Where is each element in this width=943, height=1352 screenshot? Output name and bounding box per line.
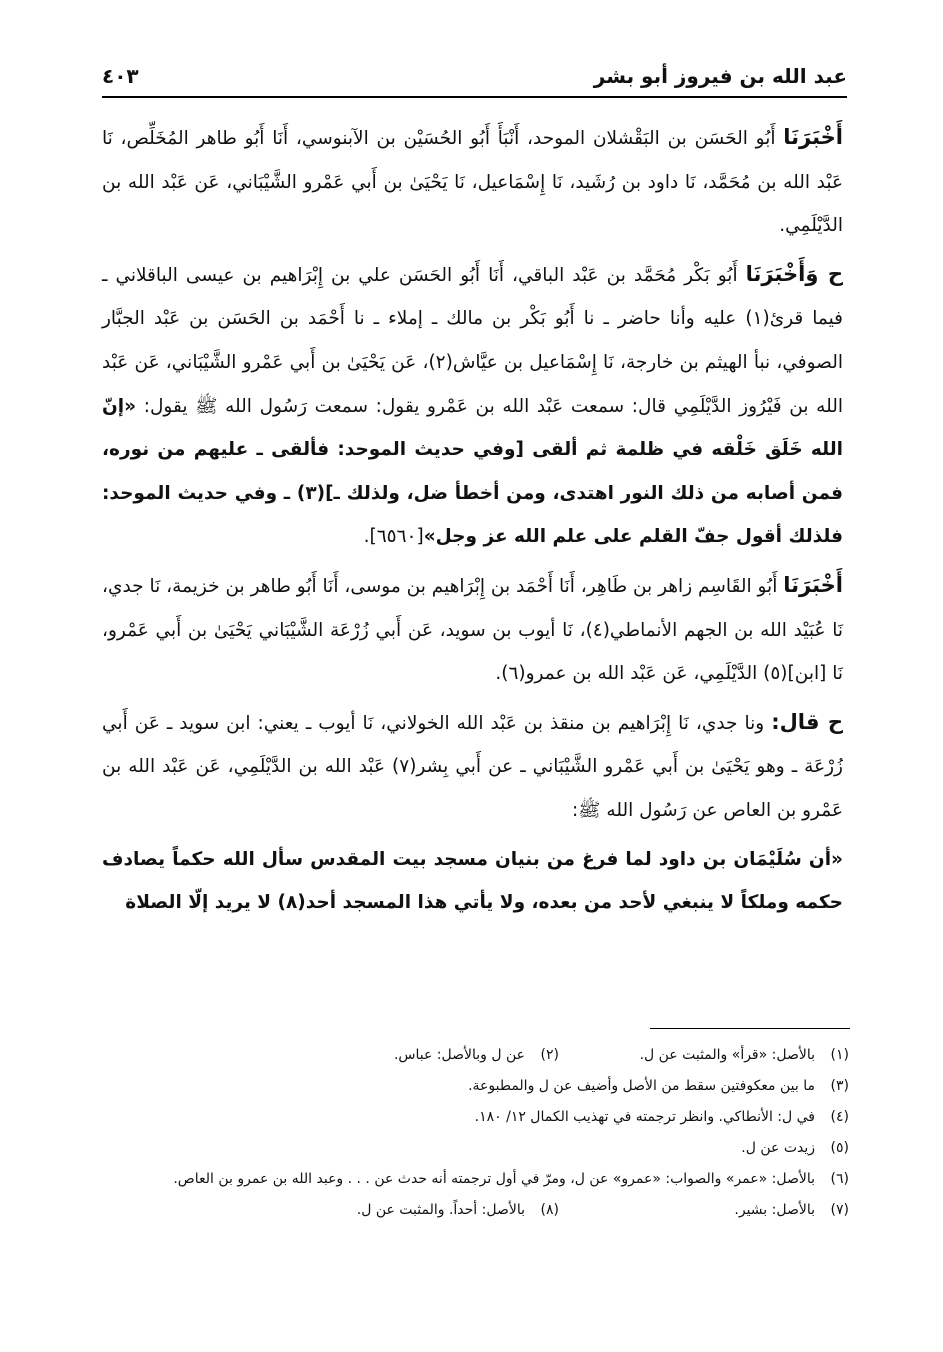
header-title: عبد الله بن فيروز أبو بشر	[593, 64, 847, 88]
footnote-row	[102, 1195, 849, 1226]
paragraph-lead: ح قال:	[771, 709, 844, 734]
paragraph-text: أَبُو الحَسَن بن البَقْشلان الموحد، أَنْبَأَ أَبُو الحُسَيْن بن الآبنوسي، أَنَا أَبُو طاهر المُخَلِّص، نَا عَبْد الله بن مُحَمَّد، نَا داود بن رُشَيد، نَا إِسْمَاعيل، نَا يَحْيَىٰ بن أَبي عَمْرو الشَّيْبَاني، عَن عَبْد الله بن الدَّيْلَمِي.	[102, 128, 843, 237]
footnote-6	[102, 1164, 849, 1195]
footnote-text: ما بين معكوفتين سقط من الأصل وأضيف عن ل والمطبوعة.	[468, 1078, 815, 1094]
footnote-number: (٨)	[540, 1202, 559, 1218]
main-text	[102, 116, 843, 1006]
footnote-text: بالأصل: أحداً. والمثبت عن ل.	[356, 1202, 525, 1218]
footnote-number: (١)	[830, 1047, 849, 1063]
paragraph-lead: أَخْبَرَنَا	[783, 125, 843, 149]
footnote-7	[559, 1195, 849, 1226]
footnote-text: في ل: الأنطاكي. وانظر ترجمته في تهذيب الكمال ١٢/ ١٨٠.	[474, 1109, 815, 1125]
footnote-5	[102, 1133, 849, 1164]
footnote-number: (٣)	[830, 1078, 849, 1094]
paragraph-5	[102, 838, 843, 925]
footnote-text: بالأصل: بشير.	[734, 1202, 815, 1218]
footnote-1	[559, 1040, 849, 1071]
paragraph-1	[102, 116, 843, 248]
footnote-text: عن ل وبالأصل: عباس.	[393, 1047, 525, 1063]
footnote-text: بالأصل: «قرأ» والمثبت عن ل.	[639, 1047, 815, 1063]
footnote-number: (٤)	[830, 1109, 849, 1125]
footnote-2	[269, 1040, 559, 1071]
hadith-number: [٦٥٦٠].	[363, 526, 424, 548]
hadith-text: «أن سُلَيْمَان بن داود لما فرغ من بنيان مسجد بيت المقدس سأل الله حكماً يصادف حكمه وملكاً لا ينبغي لأحد من بعده، ولا يأتي هذا المسجد أحد(٨) لا يريد إلّا الصلاة	[102, 848, 843, 914]
footnote-number: (٥)	[830, 1140, 849, 1156]
footnote-number: (٦)	[830, 1171, 849, 1187]
footnote-text: بالأصل: «عمر» والصواب: «عمرو» عن ل، ومرّ في أول ترجمته أنه حدث عن . . . وعبد الله بن عمرو بن العاص.	[173, 1171, 815, 1187]
hadith-text: «إنّ الله خَلَق خَلْقه في ظلمة ثم ألقى [وفي حديث الموحد: فألقى ـ عليهم من نوره، فمن أصابه من ذلك النور اهتدى، ومن أخطأ ضل، ولذلك ـ](٣) ـ وفي حديث الموحد: فلذلك أقول جفّ القلم على علم الله عز وجل»	[102, 395, 843, 548]
footnote-8	[269, 1195, 559, 1226]
paragraph-text: ونا جدي، نَا إِبْرَاهيم بن منقذ بن عَبْد الله الخولاني، نَا أيوب ـ يعني: ابن سويد ـ عَن أَبي زُرْعَة ـ وهو يَحْيَىٰ بن أَبي عَمْرو الشَّيْبَاني ـ عن أَبي بِشر(٧) عَبْد الله بن الدَّيْلَمِي، عَن عَبْد الله بن عَمْرو بن العاص عن رَسُول الله ﷺ:	[102, 712, 843, 821]
footnote-4	[102, 1102, 849, 1133]
footnote-text: زيدت عن ل.	[741, 1140, 815, 1156]
header-divider	[102, 96, 847, 98]
paragraph-2	[102, 253, 843, 559]
page-number: ٤٠٣	[102, 64, 139, 88]
footnote-number: (٢)	[540, 1047, 559, 1063]
footnote-3	[102, 1071, 849, 1102]
running-header	[102, 58, 847, 94]
footnotes	[102, 1040, 849, 1226]
paragraph-3	[102, 564, 843, 696]
paragraph-lead: أَخْبَرَنَا	[783, 572, 843, 597]
paragraph-4	[102, 701, 843, 833]
footnote-divider	[650, 1028, 850, 1029]
paragraph-text: أَبُو بَكْر مُحَمَّد بن عَبْد الباقي، أَنَا أَبُو الحَسَن علي بن إِبْرَاهيم بن عيسى الباقلاني ـ فيما قرئ(١) عليه وأنا حاضر ـ نا أَبُو بَكْر بن مالك ـ إملاء ـ نا أَحْمَد بن الحَسَن بن عَبْد الجبَّار الصوفي، نبأ الهيثم بن خارجة، نَا إِسْمَاعيل بن عيَّاش(٢)، عَن يَحْيَىٰ بن أَبي عَمْرو الشَّيْبَاني، عَن عَبْد الله بن فَيْرُوز الدَّيْلَمِي قال: سمعت عَبْد الله بن عَمْرو يقول: سمعت رَسُول الله ﷺ يقول:	[102, 264, 843, 417]
footnote-row	[102, 1040, 849, 1071]
paragraph-text: أَبُو القَاسِم زاهر بن طَاهِر، أَنَا أَحْمَد بن إِبْرَاهيم بن موسى، أَنَا أَبُو طاهر بن خزيمة، نَا جدي، نَا عُبَيْد الله بن الجهم الأنماطي(٤)، نَا أيوب بن سويد، عَن أَبي زُرْعَة الشَّيْبَاني يَحْيَىٰ بن أَبي عَمْرو، نَا [ابن](٥) الدَّيْلَمِي، عَن عَبْد الله بن عمرو(٦).	[102, 575, 843, 685]
paragraph-lead: ح وَأَخْبَرَنَا	[745, 261, 843, 286]
footnote-number: (٧)	[830, 1202, 849, 1218]
